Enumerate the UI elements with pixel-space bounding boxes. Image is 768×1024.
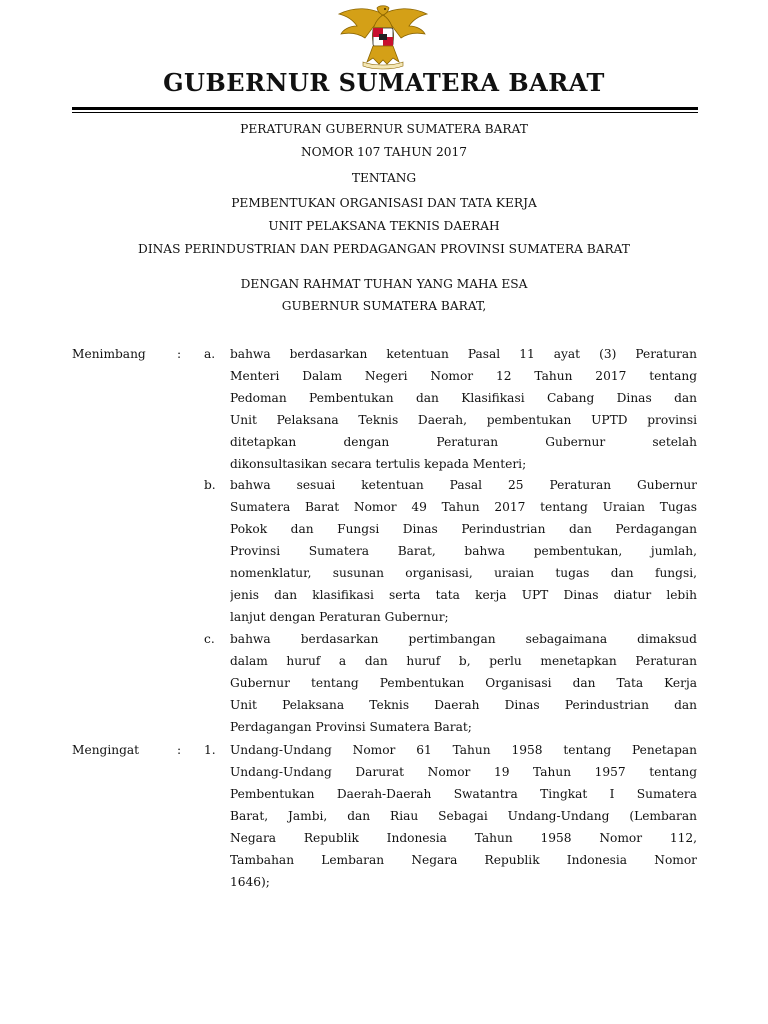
- paragraph-line: Undang-Undang Darurat Nomor 19 Tahun 1957 tentang: [230, 765, 697, 779]
- paragraph-line: Perdagangan Provinsi Sumatera Barat;: [230, 720, 472, 734]
- paragraph-line: Gubernur tentang Pembentukan Organisasi dan Tata Kerja: [230, 676, 697, 690]
- paragraph-line: Tambahan Lembaran Negara Republik Indonesia Nomor: [230, 853, 697, 867]
- paragraph-line: Pembentukan Daerah-Daerah Swatantra Tingkat I Sumatera: [230, 787, 697, 801]
- paragraph-line: Barat, Jambi, dan Riau Sebagai Undang-Undang (Lembaran: [230, 809, 697, 823]
- regulation-subject-line-3: DINAS PERINDUSTRIAN DAN PERDAGANGAN PROVINSI SUMATERA BARAT: [138, 242, 630, 256]
- paragraph-line: dalam huruf a dan huruf b, perlu menetapkan Peraturan: [230, 654, 697, 668]
- paragraph-line: 1646);: [230, 875, 270, 889]
- paragraph-line: Menteri Dalam Negeri Nomor 12 Tahun 2017 tentang: [230, 369, 697, 383]
- regulation-subject-line-1: PEMBENTUKAN ORGANISASI DAN TATA KERJA: [231, 196, 537, 210]
- menimbang-colon: :: [177, 347, 182, 361]
- paragraph-line: Provinsi Sumatera Barat, bahwa pembentukan, jumlah,: [230, 544, 697, 558]
- paragraph-line: ditetapkan dengan Peraturan Gubernur setelah: [230, 435, 697, 449]
- paragraph-line: Pokok dan Fungsi Dinas Perindustrian dan Perdagangan: [230, 522, 697, 536]
- mengingat-label: Mengingat: [72, 743, 140, 757]
- paragraph-line: Unit Pelaksana Teknis Daerah, pembentukan UPTD provinsi: [230, 413, 697, 427]
- regulation-number: NOMOR 107 TAHUN 2017: [300, 145, 468, 159]
- paragraph-line: dikonsultasikan secara tertulis kepada Menteri;: [230, 457, 527, 471]
- paragraph-line: Sumatera Barat Nomor 49 Tahun 2017 tentang Uraian Tugas: [230, 500, 697, 514]
- paragraph-line: Pedoman Pembentukan dan Klasifikasi Cabang Dinas dan: [230, 391, 697, 405]
- paragraph-line: Unit Pelaksana Teknis Daerah Dinas Perindustrian dan: [230, 698, 697, 712]
- invocation-line: DENGAN RAHMAT TUHAN YANG MAHA ESA: [240, 277, 528, 291]
- header-rule-thick: [72, 107, 698, 110]
- paragraph-line: bahwa berdasarkan ketentuan Pasal 11 ayat (3) Peraturan: [230, 347, 697, 361]
- regulation-title: PERATURAN GUBERNUR SUMATERA BARAT: [240, 122, 528, 136]
- item-marker: c.: [204, 632, 215, 646]
- paragraph-line: bahwa berdasarkan pertimbangan sebagaimana dimaksud: [230, 632, 697, 646]
- paragraph-line: Negara Republik Indonesia Tahun 1958 Nomor 112,: [230, 831, 697, 845]
- paragraph-line: nomenklatur, susunan organisasi, uraian tugas dan fungsi,: [230, 566, 697, 580]
- regulation-tentang: TENTANG: [351, 171, 417, 185]
- menimbang-label: Menimbang: [72, 347, 146, 361]
- regulation-subject-line-2: UNIT PELAKSANA TEKNIS DAERAH: [268, 219, 500, 233]
- garuda-emblem-icon: [333, 4, 433, 70]
- header-rule-thin: [72, 112, 698, 113]
- paragraph-line: jenis dan klasifikasi serta tata kerja UPT Dinas diatur lebih: [230, 588, 697, 602]
- item-marker: a.: [204, 347, 216, 361]
- mengingat-colon: :: [177, 743, 182, 757]
- item-marker: b.: [204, 478, 216, 492]
- paragraph-line: Undang-Undang Nomor 61 Tahun 1958 tentang Penetapan: [230, 743, 697, 757]
- paragraph-line: lanjut dengan Peraturan Gubernur;: [230, 610, 449, 624]
- paragraph-line: bahwa sesuai ketentuan Pasal 25 Peraturan Gubernur: [230, 478, 697, 492]
- governor-line: GUBERNUR SUMATERA BARAT,: [281, 299, 487, 313]
- item-marker: 1.: [204, 743, 216, 757]
- governor-heading: GUBERNUR SUMATERA BARAT: [163, 68, 605, 97]
